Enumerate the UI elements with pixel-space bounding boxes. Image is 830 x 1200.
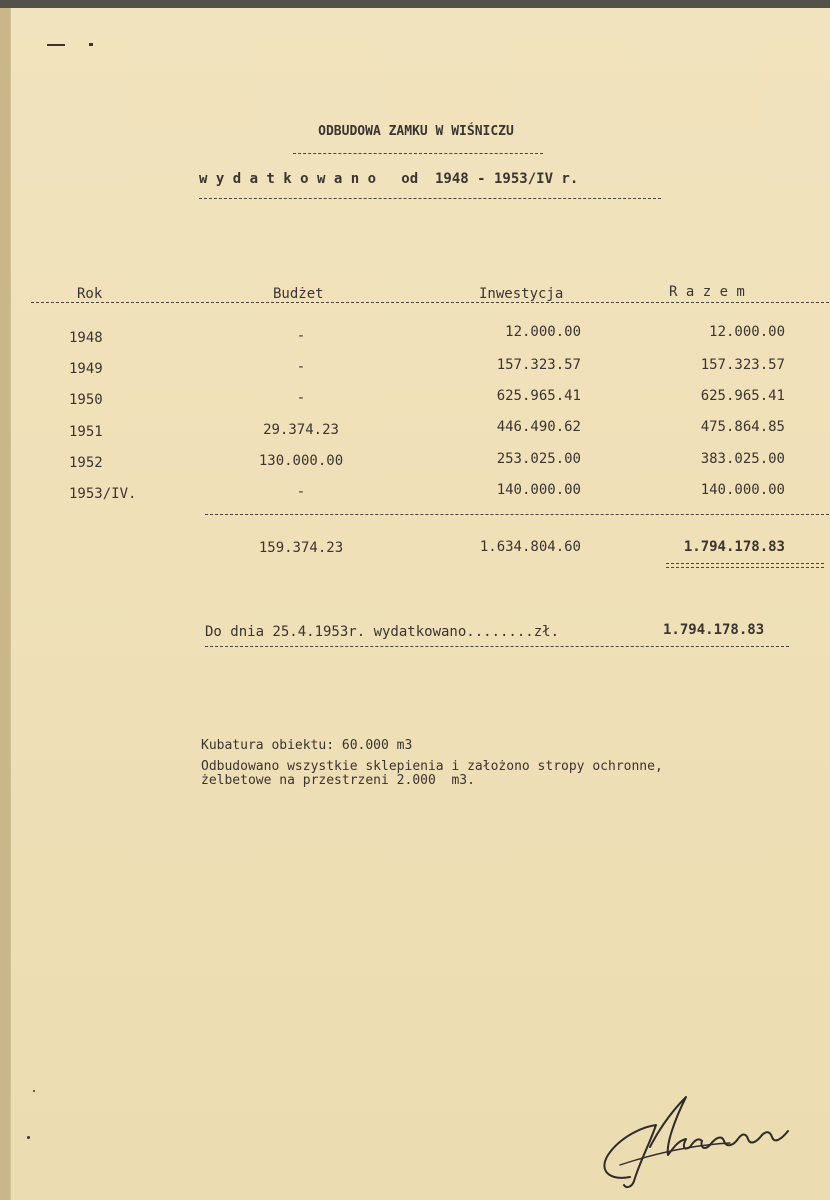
note-line: żelbetowe na przestrzeni 2.000 m3. bbox=[201, 773, 475, 788]
document-title: ODBUDOWA ZAMKU W WIŚNICZU bbox=[318, 124, 514, 139]
note-cubature: Kubatura obiektu: 60.000 m3 bbox=[201, 738, 413, 753]
row-total: 12.000.00 bbox=[709, 324, 785, 340]
header-rule bbox=[31, 302, 829, 303]
row-total: 625.965.41 bbox=[700, 388, 785, 404]
row-budget: - bbox=[296, 359, 306, 375]
header-budget: Budżet bbox=[273, 286, 324, 302]
row-investment: 625.965.41 bbox=[496, 388, 581, 404]
row-total: 157.323.57 bbox=[700, 357, 785, 373]
row-budget: - bbox=[296, 328, 306, 344]
note-line: Odbudowano wszystkie sklepienia i założono stropy ochronne, bbox=[201, 759, 663, 774]
row-investment: 253.025.00 bbox=[496, 451, 581, 467]
header-year: Rok bbox=[77, 286, 103, 302]
row-total: 475.864.85 bbox=[700, 419, 785, 435]
paper-mark bbox=[89, 43, 93, 46]
row-investment: 140.000.00 bbox=[496, 482, 581, 498]
subtitle-underline bbox=[199, 198, 661, 199]
scan-top-edge bbox=[0, 0, 830, 8]
row-investment: 157.323.57 bbox=[496, 357, 581, 373]
header-investment: Inwestycja bbox=[479, 286, 564, 302]
total-budget: 159.374.23 bbox=[258, 540, 344, 556]
totals-rule bbox=[205, 514, 829, 515]
total-double-underline bbox=[666, 563, 824, 568]
row-budget: 29.374.23 bbox=[263, 422, 339, 438]
row-total: 140.000.00 bbox=[700, 482, 785, 498]
row-year: 1951 bbox=[69, 424, 103, 440]
paper-mark bbox=[33, 1090, 35, 1092]
document-subtitle: w y d a t k o w a n o od 1948 - 1953/IV r. bbox=[199, 171, 579, 187]
row-budget: - bbox=[296, 484, 306, 500]
paper-mark bbox=[27, 1136, 30, 1139]
row-investment: 446.490.62 bbox=[496, 419, 581, 435]
row-year: 1953/IV. bbox=[69, 486, 137, 502]
row-year: 1950 bbox=[69, 392, 103, 408]
row-year: 1948 bbox=[69, 330, 103, 346]
header-total: R a z e m bbox=[669, 284, 745, 300]
scan-left-edge bbox=[0, 8, 10, 1200]
signature bbox=[590, 1085, 805, 1190]
total-sum: 1.794.178.83 bbox=[683, 539, 785, 555]
summary-underline bbox=[205, 646, 789, 647]
row-year: 1952 bbox=[69, 455, 103, 471]
document-page bbox=[10, 8, 830, 1200]
total-investment: 1.634.804.60 bbox=[479, 539, 581, 555]
summary-amount: 1.794.178.83 bbox=[663, 622, 765, 638]
row-total: 383.025.00 bbox=[700, 451, 785, 467]
row-investment: 12.000.00 bbox=[505, 324, 581, 340]
row-budget: - bbox=[296, 390, 306, 406]
row-year: 1949 bbox=[69, 361, 103, 377]
title-underline bbox=[293, 153, 543, 154]
paper-mark bbox=[47, 44, 65, 46]
row-budget: 130.000.00 bbox=[258, 453, 344, 469]
summary-text: Do dnia 25.4.1953r. wydatkowano........zł. bbox=[205, 624, 560, 640]
